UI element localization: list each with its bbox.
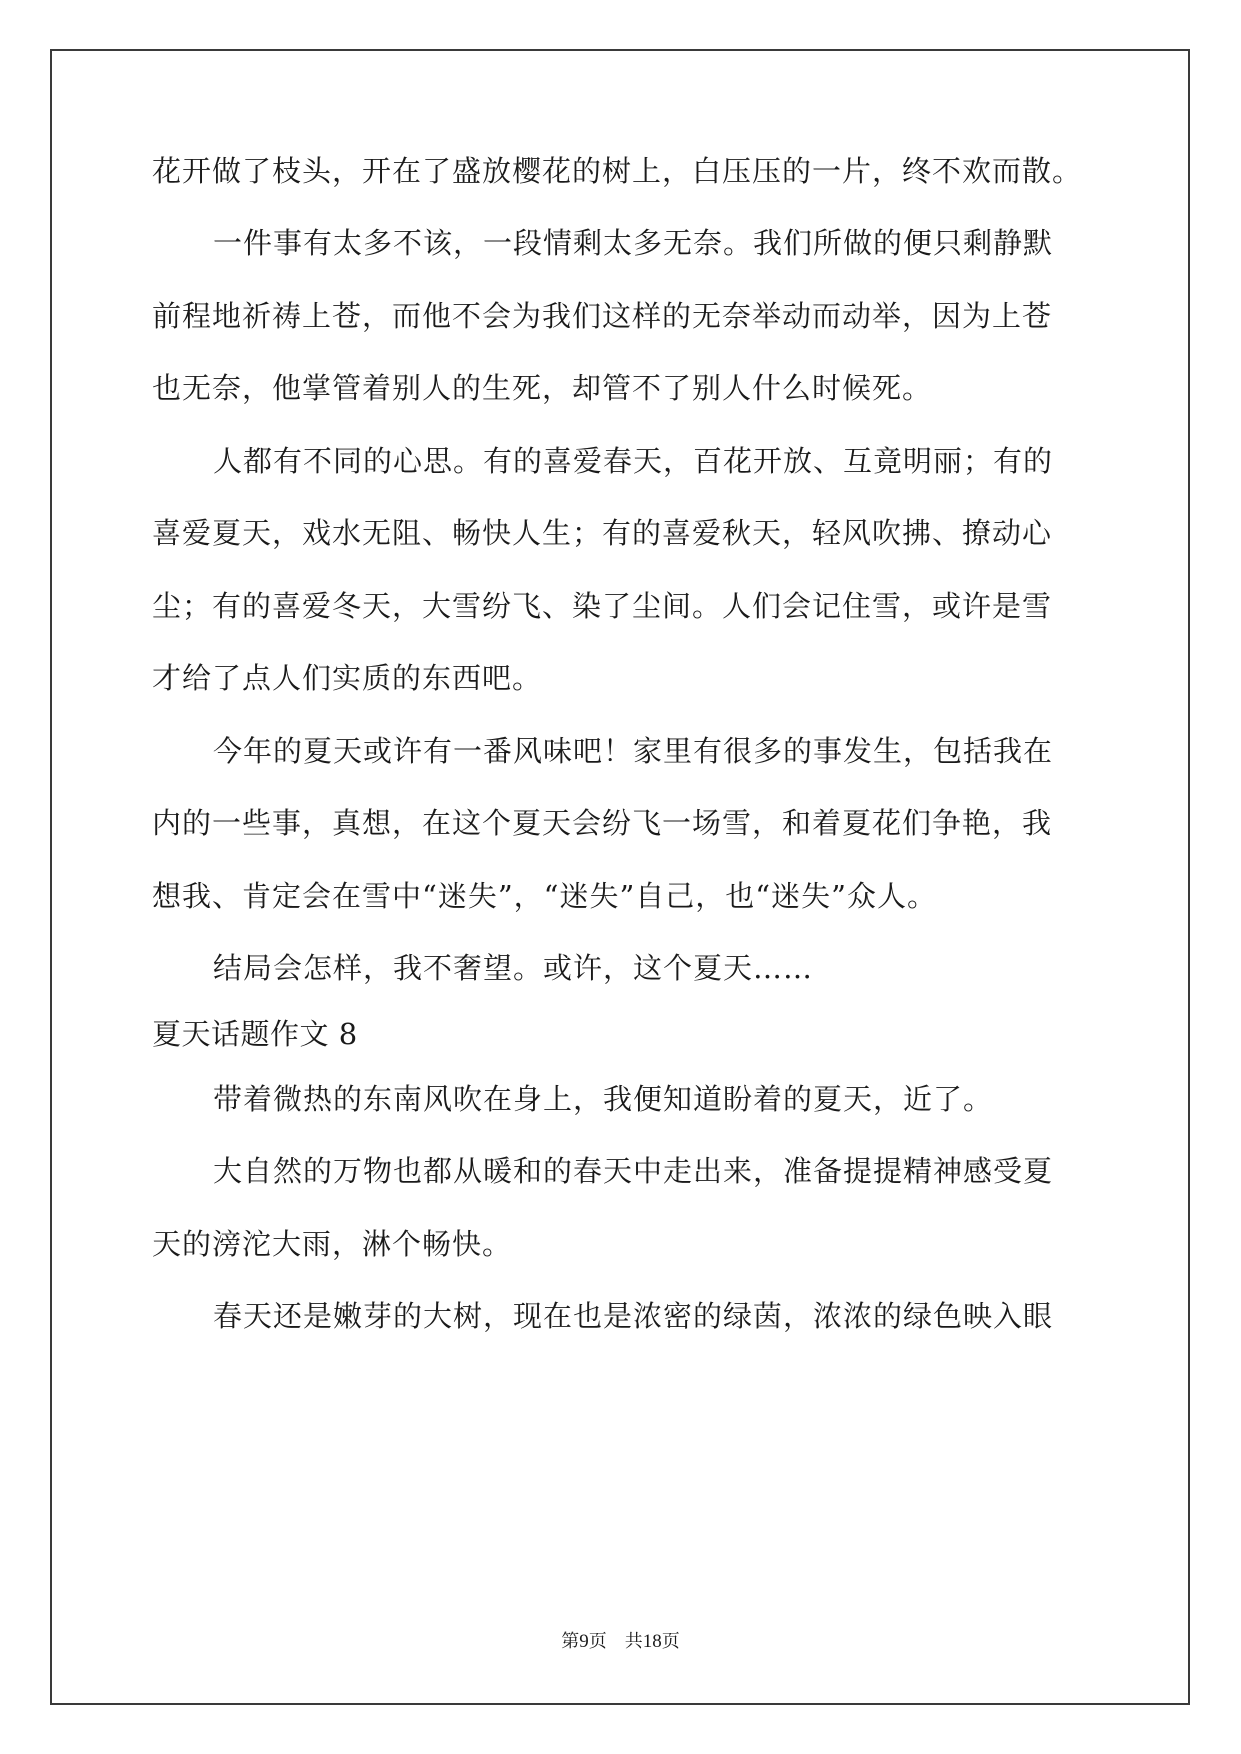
paragraph-start-line: 春天还是嫩芽的大树，现在也是浓密的绿茵，浓浓的绿色映入眼 (213, 1299, 1054, 1333)
page-border (50, 49, 1190, 1705)
paragraph-start-line: 大自然的万物也都从暖和的春天中走出来，准备提提精神感受夏 (213, 1154, 1054, 1188)
paragraph-start-line: 一件事有太多不该，一段情剩太多无奈。我们所做的便只剩静默 (213, 226, 1054, 260)
page-suffix: 页 (588, 1631, 607, 1652)
text-line: 才给了点人们实质的东西吧。 (152, 661, 543, 695)
page-footer (0, 1627, 1241, 1653)
text-line: 前程地祈祷上苍，而他不会为我们这样的无奈举动而动举，因为上苍 (152, 299, 1053, 333)
text-line: 天的滂沱大雨，淋个畅快。 (152, 1227, 513, 1261)
section-heading: 夏天话题作文 8 (152, 1017, 358, 1051)
text-line: 花开做了枝头，开在了盛放樱花的树上，白压压的一片，终不欢而散。 (152, 154, 1083, 188)
paragraph-start-line: 人都有不同的心思。有的喜爱春天，百花开放、互竟明丽；有的 (213, 444, 1054, 478)
total-prefix: 共 (624, 1631, 643, 1652)
text-line: 尘；有的喜爱冬天，大雪纷飞、染了尘间。人们会记住雪，或许是雪 (152, 589, 1053, 623)
page-current: 9 (579, 1631, 589, 1652)
text-line: 喜爱夏天，戏水无阻、畅快人生；有的喜爱秋天，轻风吹拂、撩动心 (152, 516, 1053, 550)
paragraph-start-line: 带着微热的东南风吹在身上，我便知道盼着的夏天，近了。 (213, 1082, 994, 1116)
text-line: 想我、肯定会在雪中“迷失”，“迷失”自己，也“迷失”众人。 (152, 879, 937, 913)
paragraph-start-line: 结局会怎样，我不奢望。或许，这个夏天…… (213, 951, 814, 985)
text-line: 也无奈，他掌管着别人的生死，却管不了别人什么时候死。 (152, 371, 933, 405)
page-prefix: 第 (561, 1631, 580, 1652)
paragraph-start-line: 今年的夏天或许有一番风味吧！家里有很多的事发生，包括我在 (213, 734, 1054, 768)
text-line: 内的一些事，真想，在这个夏天会纷飞一场雪，和着夏花们争艳，我 (152, 806, 1053, 840)
total-suffix: 页 (661, 1631, 680, 1652)
page-total: 18 (642, 1631, 662, 1652)
